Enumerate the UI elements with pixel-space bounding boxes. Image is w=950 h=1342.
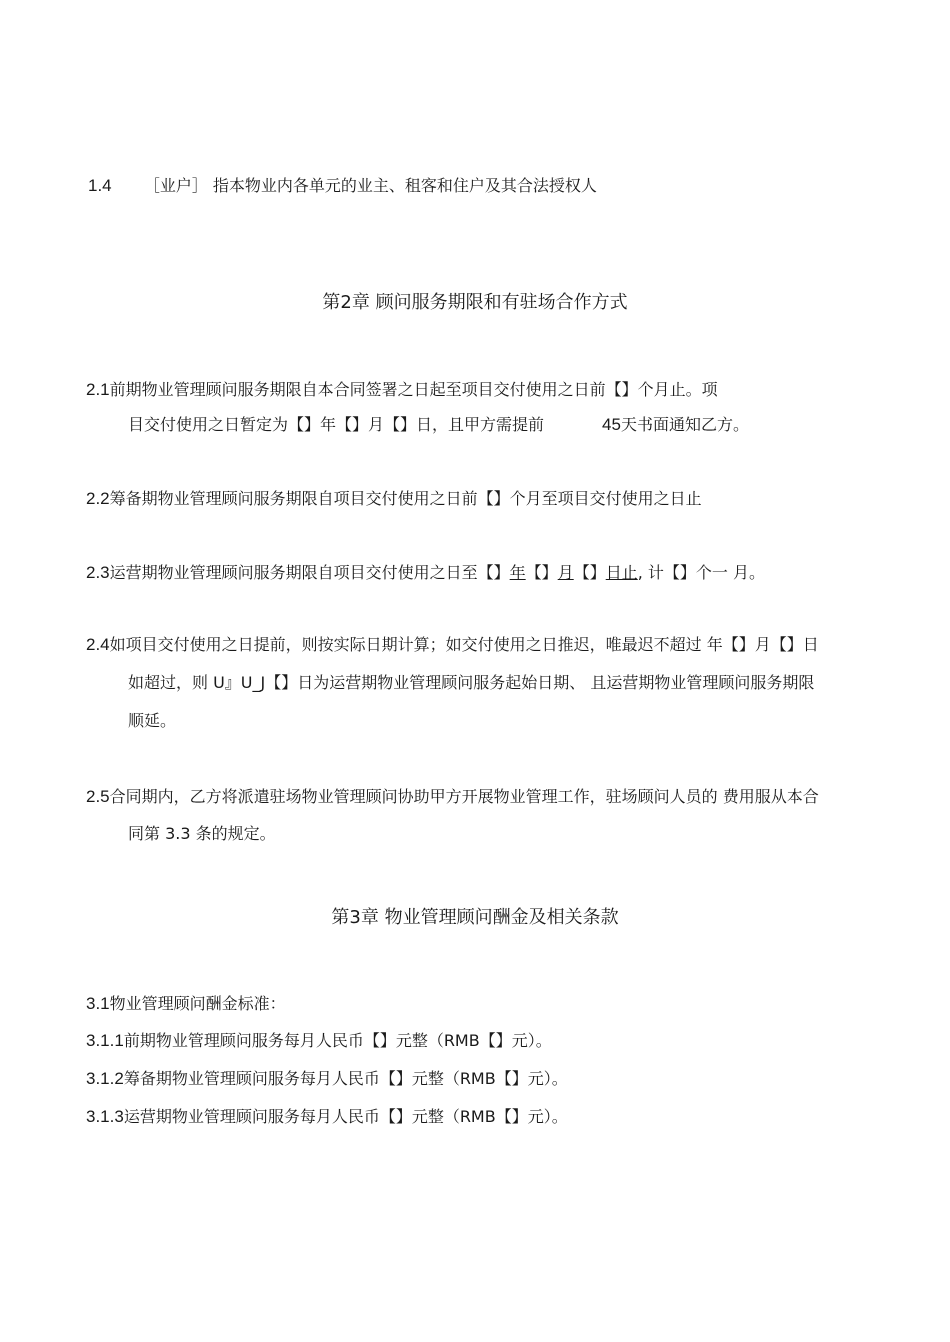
clause-number: 3.1.2 bbox=[86, 1069, 124, 1088]
clause-text: 如超过，则 U』U_J【】日为运营期物业管理顾问服务起始日期、 且运营期物业管理顾问服务期限 bbox=[128, 673, 815, 692]
clause-3-1 bbox=[86, 992, 286, 1016]
clause-2-5-line-1 bbox=[86, 785, 819, 809]
clause-2-4-line-1 bbox=[86, 633, 819, 657]
chapter-3-title: 第3章 物业管理顾问酬金及相关条款 bbox=[331, 907, 619, 928]
clause-text: 天书面通知乙方。 bbox=[620, 415, 749, 434]
clause-2-5-line-2 bbox=[128, 822, 276, 846]
clause-number: 2.1 bbox=[86, 380, 110, 399]
clause-2-1-line-1 bbox=[86, 378, 718, 402]
clause-text: ［业户］ 指本物业内各单元的业主、租客和住户及其合法授权人 bbox=[143, 176, 597, 195]
clause-text: 前期物业管理顾问服务每月人民币【】元整（RMB【】元）。 bbox=[123, 1031, 552, 1050]
chapter-2-title: 第2章 顾问服务期限和有驻场合作方式 bbox=[322, 292, 628, 313]
clause-text: 物业管理顾问酬金标准： bbox=[109, 994, 286, 1013]
bracket: 【】 bbox=[525, 563, 558, 582]
clause-text: 合同期内，乙方将派遣驻场物业管理顾问协助甲方开展物业管理工作，驻场顾问人员的 费用服从本合 bbox=[109, 787, 819, 806]
clause-number: 1.4 bbox=[88, 176, 112, 195]
clause-3-1-2 bbox=[86, 1067, 568, 1091]
clause-number: 2.2 bbox=[86, 489, 110, 508]
underlined-month: 月 bbox=[557, 563, 574, 582]
clause-text: 筹备期物业管理顾问服务每月人民币【】元整（RMB【】元）。 bbox=[123, 1069, 568, 1088]
clause-number: 2.5 bbox=[86, 787, 110, 806]
clause-text: 筹备期物业管理顾问服务期限自项目交付使用之日前【】个月至项目交付使用之日止 bbox=[109, 489, 702, 508]
clause-text: 顺延。 bbox=[128, 711, 177, 730]
clause-text: 运营期物业管理顾问服务每月人民币【】元整（RMB【】元）。 bbox=[123, 1107, 568, 1126]
clause-number: 2.4 bbox=[86, 635, 110, 654]
underlined-year: 年 bbox=[509, 563, 526, 582]
clause-3-1-1 bbox=[86, 1029, 552, 1053]
clause-text: 运营期物业管理顾问服务期限自项目交付使用之日至【】 bbox=[109, 563, 510, 582]
clause-text: 前期物业管理顾问服务期限自本合同签署之日起至项目交付使用之日前【】个月止。项 bbox=[109, 380, 718, 399]
clause-2-1-line-2 bbox=[128, 413, 749, 437]
clause-2-4-line-3 bbox=[128, 709, 176, 733]
bracket: 【】 bbox=[573, 563, 606, 582]
clause-number: 3.1.3 bbox=[86, 1107, 124, 1126]
clause-1-4 bbox=[88, 174, 597, 198]
clause-text: 目交付使用之日暂定为【】年【】月【】日，且甲方需提前 bbox=[128, 415, 545, 434]
clause-text: 同第 3.3 条的规定。 bbox=[128, 824, 276, 843]
clause-number: 2.3 bbox=[86, 563, 110, 582]
clause-number: 3.1.1 bbox=[86, 1031, 124, 1050]
underlined-day: 日止 bbox=[605, 563, 638, 582]
clause-number: 3.1 bbox=[86, 994, 110, 1013]
clause-3-1-3 bbox=[86, 1105, 568, 1129]
clause-2-2 bbox=[86, 487, 702, 511]
clause-text: , 计【】个一 月。 bbox=[637, 563, 765, 582]
clause-2-4-line-2 bbox=[128, 671, 814, 695]
clause-text: 如项目交付使用之日提前，则按实际日期计算；如交付使用之日推迟，唯最迟不超过 年【】月【】日 bbox=[109, 635, 819, 654]
notice-days: 45 bbox=[602, 415, 621, 434]
clause-2-3 bbox=[86, 561, 765, 585]
